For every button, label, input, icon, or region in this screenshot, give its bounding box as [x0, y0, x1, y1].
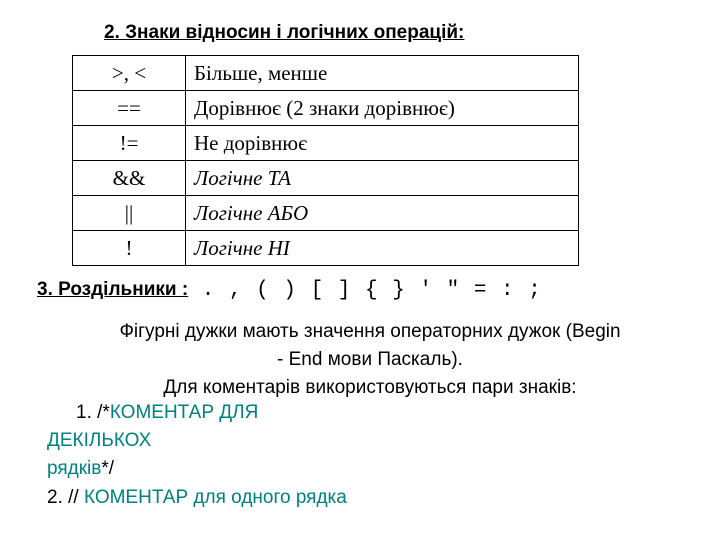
- operator-symbol: &&: [73, 161, 186, 196]
- operator-symbol: ||: [73, 196, 186, 231]
- comment-1-suffix: */: [101, 458, 115, 479]
- comment-example-2: [47, 487, 347, 509]
- section-3-heading: [37, 279, 542, 302]
- operator-description: Не дорівнює: [186, 126, 579, 161]
- operator-description: Логічне АБО: [186, 196, 579, 231]
- table-row: [73, 231, 579, 266]
- operators-table: [72, 55, 579, 266]
- comment-2-text: КОМЕНТАР для одного рядка: [83, 487, 347, 508]
- operator-symbol: ==: [73, 91, 186, 126]
- separators-list: . , ( ) [ ] { } ' " = : ;: [188, 279, 542, 302]
- operator-symbol: !: [73, 231, 186, 266]
- comment-1-text-end: рядків: [47, 458, 102, 479]
- table-row: [73, 196, 579, 231]
- braces-paragraph: [40, 318, 700, 402]
- operator-description: Логічне НІ: [186, 231, 579, 266]
- table-row: [73, 91, 579, 126]
- table-row: [73, 126, 579, 161]
- table-row: [73, 56, 579, 91]
- section-3-title: 3. Роздільники :: [37, 279, 189, 300]
- table-row: [73, 161, 579, 196]
- section-2-title: 2. Знаки відносин і логічних операцій:: [104, 22, 465, 43]
- comment-2-prefix: 2. //: [47, 487, 84, 508]
- comment-example-1-line-2: ДЕКІЛЬКОХ: [47, 430, 152, 451]
- operator-symbol: >, <: [73, 56, 186, 91]
- comment-1-text: КОМЕНТАР ДЛЯ: [109, 402, 259, 423]
- operator-symbol: !=: [73, 126, 186, 161]
- operator-description: Дорівнює (2 знаки дорівнює): [186, 91, 579, 126]
- comment-example-1-line-3: [47, 458, 114, 480]
- operator-description: Логічне ТА: [186, 161, 579, 196]
- comments-intro: Для коментарів використовуються пари знаків:: [163, 377, 577, 398]
- braces-line-2: - End мови Паскаль).: [277, 349, 463, 370]
- comment-example-1-line-1: [76, 402, 258, 424]
- operator-description: Більше, менше: [186, 56, 579, 91]
- comment-1-prefix: 1. /*: [76, 402, 110, 423]
- braces-line-1: Фігурні дужки мають значення операторних дужок (Begin: [119, 321, 621, 342]
